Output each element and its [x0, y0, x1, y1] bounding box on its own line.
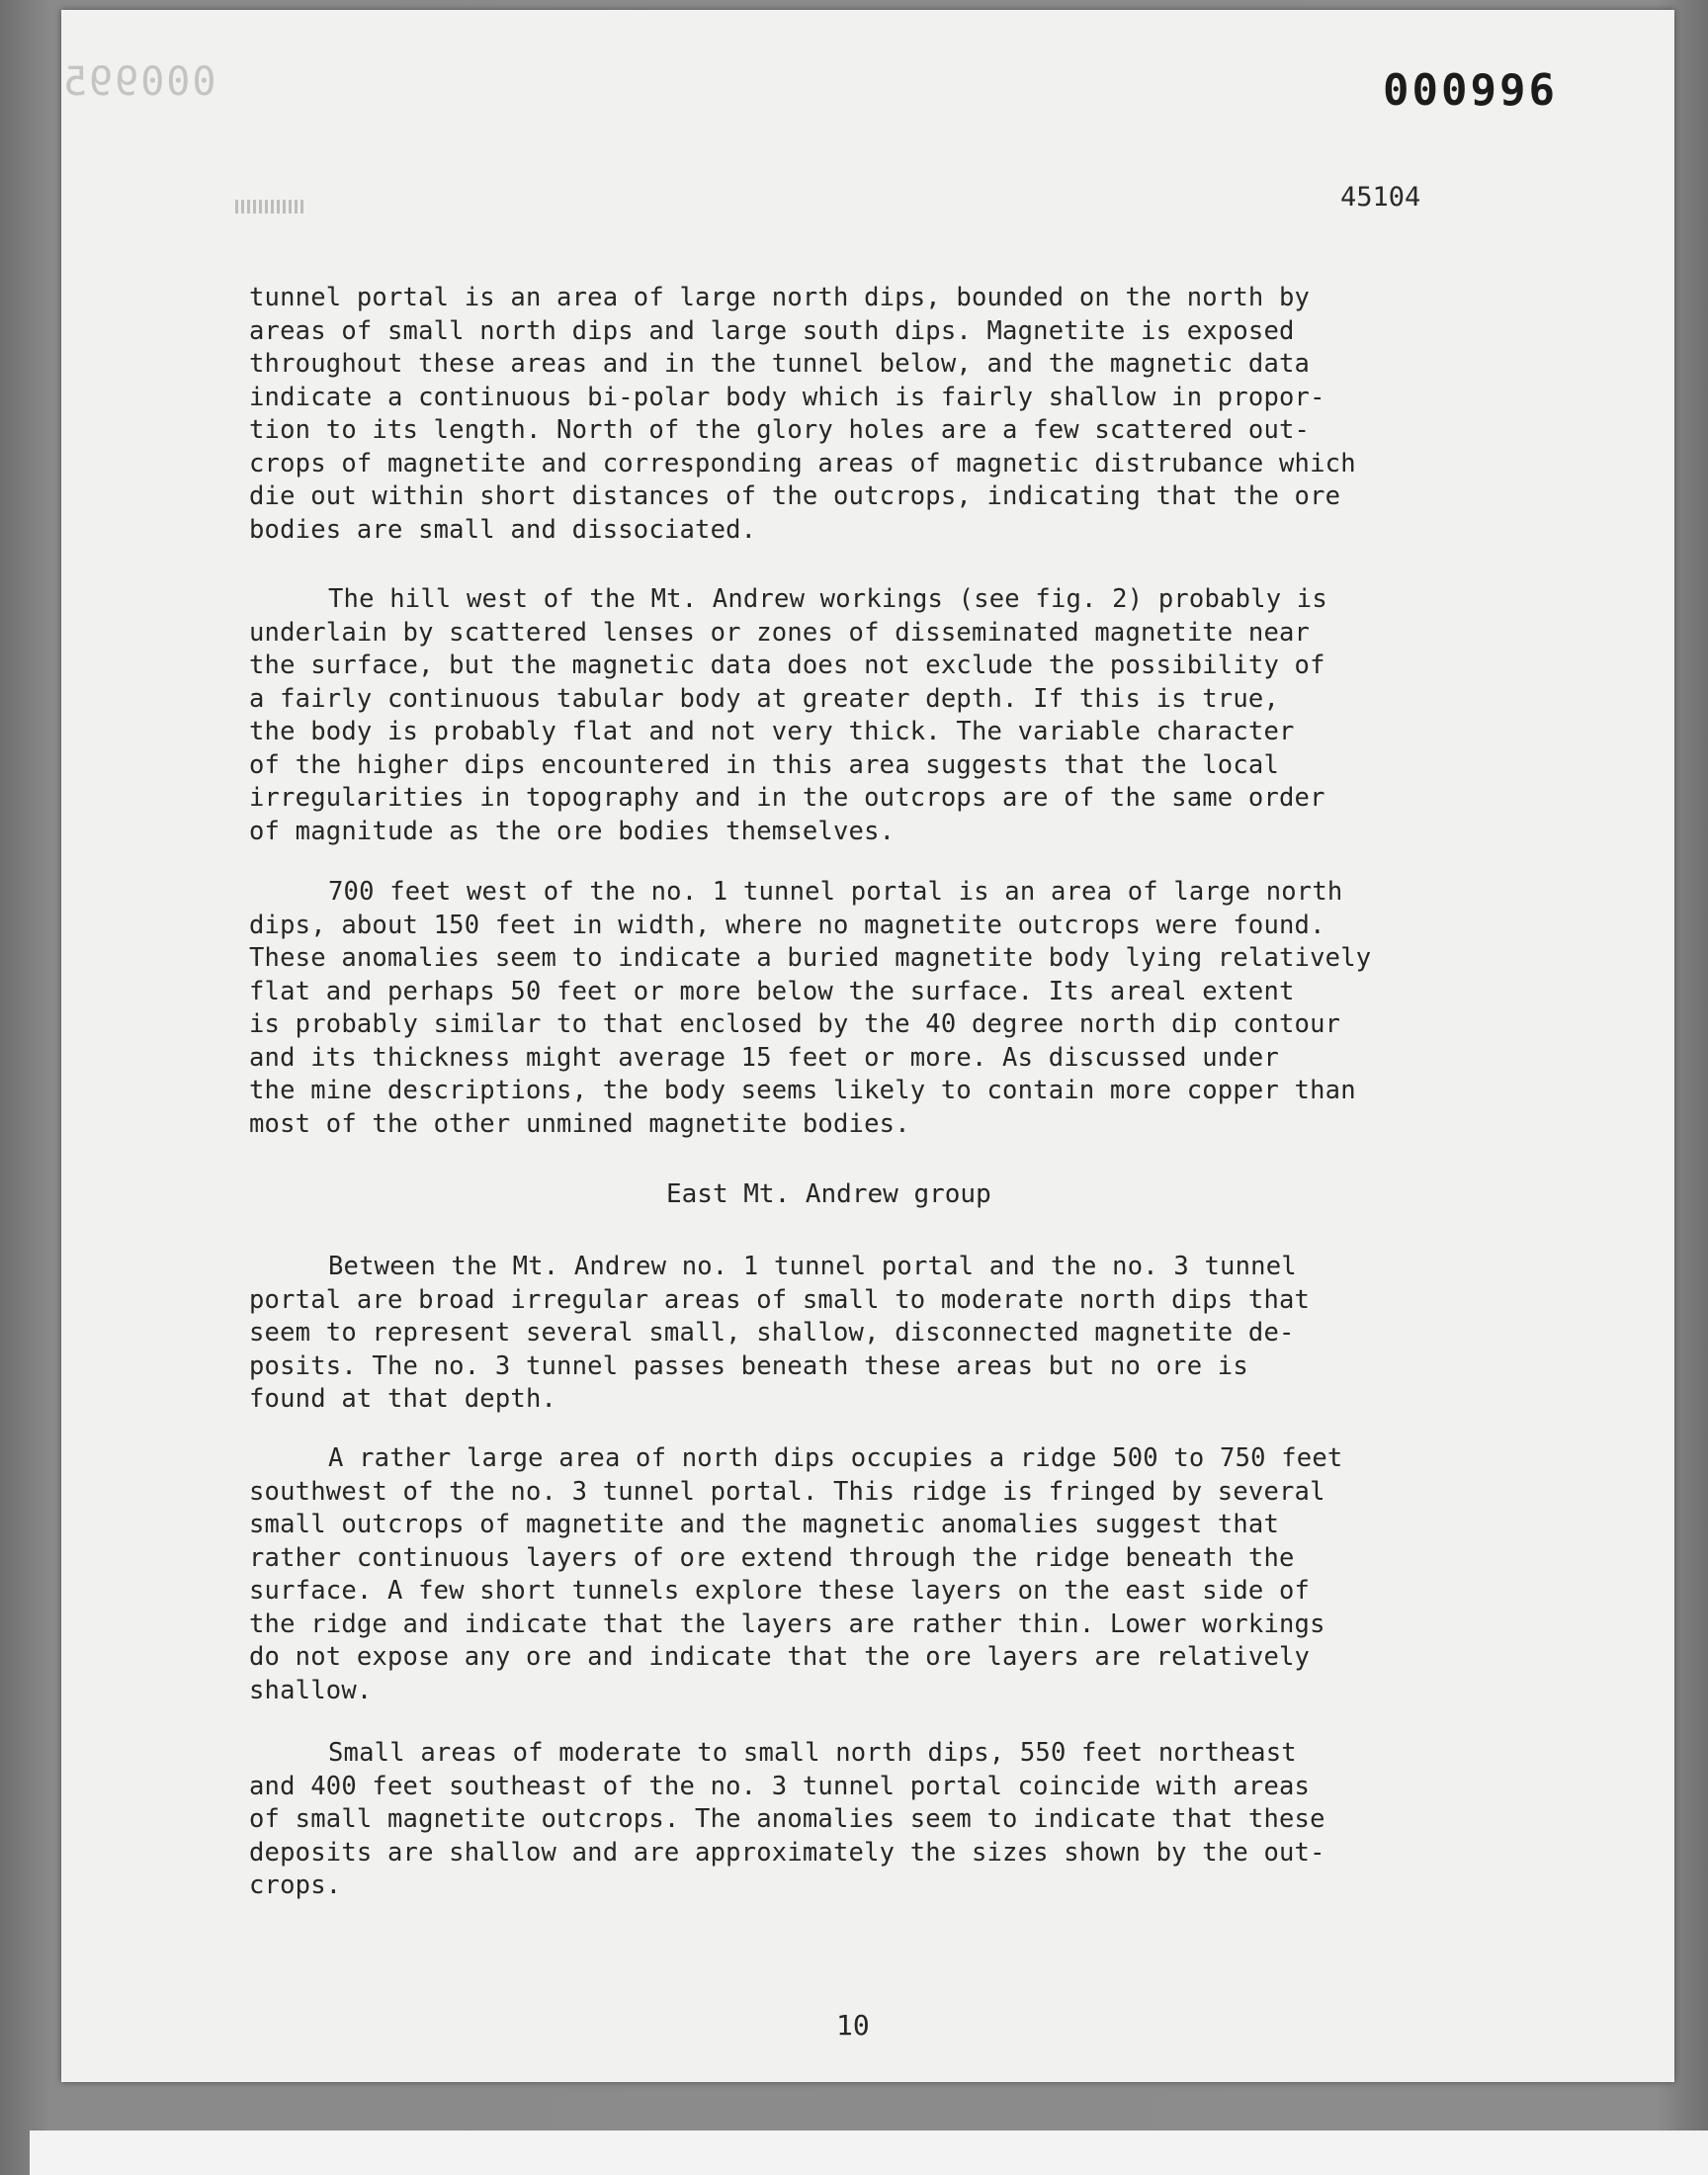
document-serial-number: 000996 [1383, 65, 1558, 116]
paragraph-5: A rather large area of north dips occupies a ridge 500 to 750 feet southwest of the no. 3 tunnel portal. This ridge is fringed by several small outcrops of magnetite and the magnetic anomalies suggest that rather continuous layers of ore extend through the ridge beneath the surface. A few short tunnels explore these layers on the east side of the ridge and indicate that the layers are rather thin. Lower workings do not expose any ore and indicate that the ore layers are relatively shallow. [249, 1443, 1343, 1705]
page-identifier: 45104 [1340, 182, 1421, 213]
paragraph-6: Small areas of moderate to small north dips, 550 feet northeast and 400 feet southeast of the no. 3 tunnel portal coincide with areas of small magnetite outcrops. The anomalies seem to indicate that these deposits are shallow and are approximately the sizes shown by the out- crops. [249, 1738, 1325, 1900]
paragraph-3: 700 feet west of the no. 1 tunnel portal is an area of large north dips, about 150 feet in width, where no magnetite outcrops were found. These anomalies seem to indicate a buried magnetite body lying relatively flat and perhaps 50 feet or more below the surface. Its areal extent is probably similar to that enclosed by the 40 degree north dip contour and its thickness might average 15 feet or more. As discussed under the mine descriptions, the body seems likely to contain more copper than most of the other unmined magnetite bodies. [249, 877, 1372, 1139]
paragraph-2: The hill west of the Mt. Andrew workings (see fig. 2) probably is underlain by scattered lenses or zones of disseminated magnetite near the surface, but the magnetic data does not exclude the possibility of a fairly continuous tabular body at greater depth. If this is true, the body is probably flat and not very thick. The variable character of the higher dips encountered in this area suggests that the local irregularities in topography and in the outcrops are of the same order of magnitude as the ore bodies themselves. [249, 584, 1327, 846]
bleed-through-number: 000995 [61, 59, 216, 105]
scanner-bottom-strip [30, 2131, 1708, 2175]
document-page [61, 10, 1674, 2082]
smudged-stamp [235, 200, 306, 214]
page-number: 10 [836, 2009, 870, 2042]
paragraph-1: tunnel portal is an area of large north dips, bounded on the north by areas of small north dips and large south dips. Magnetite is exposed throughout these areas and in the tunnel below, and the magnetic data indicate a continuous bi-polar body which is fairly shallow in propor- tion to its length. North of the glory holes are a few scattered out- crops of magnetite and corresponding areas of magnetic distrubance which die out within short distances of the outcrops, indicating that the ore bodies are small and dissociated. [249, 283, 1356, 545]
paragraph-4: Between the Mt. Andrew no. 1 tunnel portal and the no. 3 tunnel portal are broad irregular areas of small to moderate north dips that seem to represent several small, shallow, disconnected magnetite de- posits. The no. 3 tunnel passes beneath these areas but no ore is found at that depth. [249, 1252, 1311, 1414]
section-heading: East Mt. Andrew group [666, 1179, 991, 1209]
